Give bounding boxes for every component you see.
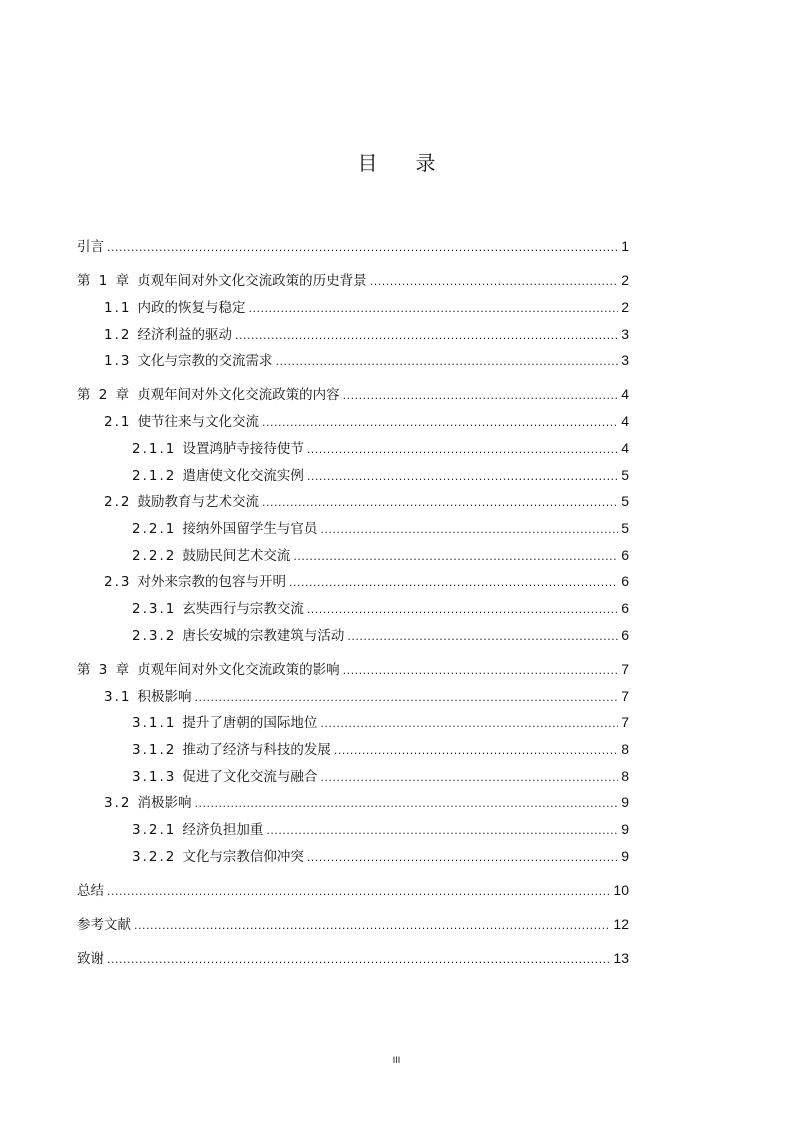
toc-entry-page: 7 [621,714,629,731]
toc-entry-title: 文化与宗教信仰冲突 [182,848,304,865]
dot-leader [235,323,618,350]
toc-entry-page: 2 [621,298,629,315]
toc-entry-number: 3.1.2 [132,741,177,758]
toc-entry-title: 贞观年间对外文化交流政策的内容 [137,387,340,404]
toc-entry-title: 促进了文化交流与融合 [182,768,318,785]
toc-entry-title: 唐长安城的宗教建筑与活动 [182,627,345,644]
toc-entry-title: 贞观年间对外文化交流政策的历史背景 [137,273,367,290]
toc-entry-number: 1.1 [104,299,132,316]
dot-leader [293,544,618,571]
page-number: III [392,1055,401,1065]
toc-entry-title: 对外来宗教的包容与开明 [137,574,286,591]
toc-entry-number: 3.1.3 [132,768,177,785]
toc-entry-title: 经济利益的驱动 [137,326,232,343]
toc-entry-title: 接纳外国留学生与官员 [182,520,318,537]
toc-entry[interactable] [77,233,629,260]
toc-entry-number: 2.3 [104,574,132,591]
toc-entry[interactable] [77,656,629,683]
toc-entry-number: 3.1 [104,688,132,705]
toc-entry-title: 设置鸿胪寺接待使节 [182,440,304,457]
toc-entry[interactable] [77,709,629,736]
toc-entry[interactable] [77,347,629,374]
dot-leader [343,383,619,410]
toc-entry[interactable] [77,945,629,972]
toc-entry-number: 3.2 [104,795,132,812]
toc-entry-page: 6 [621,599,629,616]
toc-entry-title: 参考文献 [77,917,131,933]
dot-leader [320,765,618,792]
toc-entry-number: 第 2 章 [77,387,132,404]
toc-entry-number: 2.1.1 [132,440,177,457]
toc-entry[interactable] [77,488,629,515]
toc-entry[interactable] [77,843,629,870]
toc-entry-page: 4 [621,439,629,456]
toc-entry-page: 2 [621,272,629,289]
toc-entry-number: 第 1 章 [77,273,132,290]
toc-entry-page: 5 [621,466,629,483]
dot-leader [289,570,618,597]
toc-entry-page: 10 [613,881,629,898]
toc-entry[interactable] [77,911,629,938]
dot-leader [307,437,618,464]
toc-entry-title: 鼓励教育与艺术交流 [137,494,259,511]
toc-entry-title: 引言 [77,239,104,255]
dot-leader [307,845,618,872]
toc-entry[interactable] [77,435,629,462]
toc-entry-page: 6 [621,546,629,563]
toc-entry[interactable] [77,595,629,622]
toc-entry-number: 1.3 [104,353,132,370]
toc-entry[interactable] [77,294,629,321]
dot-leader [343,658,619,685]
toc-entry-page: 7 [621,660,629,677]
toc-entry-title: 贞观年间对外文化交流政策的影响 [137,661,340,678]
toc-entry-number: 2.3.2 [132,627,177,644]
toc-entry-number: 第 3 章 [77,661,132,678]
toc-entry[interactable] [77,568,629,595]
toc-entry-page: 8 [621,740,629,757]
toc-entry-title: 积极影响 [137,688,192,705]
toc-entry[interactable] [77,877,629,904]
dot-leader [266,818,618,845]
dot-leader [194,685,618,712]
dot-leader [107,235,618,262]
toc-entry-page: 9 [621,820,629,837]
dot-leader [347,624,618,651]
toc-entry[interactable] [77,408,629,435]
toc-entry-number: 2.2.2 [132,547,177,564]
toc-entry-title: 内政的恢复与稳定 [137,299,246,316]
toc-entry-title: 提升了唐朝的国际地位 [182,715,318,732]
dot-leader [307,597,618,624]
toc-entry-title: 经济负担加重 [182,821,264,838]
toc-entry[interactable] [77,267,629,294]
toc-entry[interactable] [77,683,629,710]
toc-entry-title: 玄奘西行与宗教交流 [182,600,304,617]
toc-entry[interactable] [77,622,629,649]
dot-leader [134,913,610,940]
toc-entry-title: 使节往来与文化交流 [137,414,259,431]
toc-entry-number: 2.1.2 [132,467,177,484]
toc-entry-number: 1.2 [104,326,132,343]
toc-entry-page: 1 [621,238,629,254]
toc-entry-number: 3.2.2 [132,848,177,865]
toc-entry-page: 5 [621,493,629,510]
toc-entry-title: 鼓励民间艺术交流 [182,547,291,564]
toc-entry-page: 6 [621,626,629,643]
dot-leader [248,296,618,323]
toc-entry-title: 遣唐使文化交流实例 [182,467,304,484]
toc-entry-title: 推动了经济与科技的发展 [182,741,331,758]
toc-title: 目录 [357,151,474,175]
toc-entry-page: 4 [621,413,629,430]
dot-leader [334,738,618,765]
toc-entry[interactable] [77,321,629,348]
dot-leader [320,711,618,738]
toc-entry[interactable] [77,462,629,489]
toc-entry-page: 8 [621,767,629,784]
toc-entry-page: 7 [621,687,629,704]
dot-leader [194,791,618,818]
dot-leader [262,490,618,517]
dot-leader [262,410,618,437]
dot-leader [370,269,619,296]
toc-entry-title: 致谢 [77,951,104,968]
toc-entry[interactable] [77,789,629,816]
dot-leader [107,879,610,906]
toc-entry-number: 2.1 [104,414,132,431]
toc-entry-page: 3 [621,325,629,342]
toc-entry[interactable] [77,542,629,569]
toc-entry[interactable] [77,736,629,763]
toc-entry[interactable] [77,763,629,790]
toc-entry[interactable] [77,816,629,843]
toc-entry[interactable] [77,515,629,542]
dot-leader [307,464,618,491]
toc-entry-title: 文化与宗教的交流需求 [137,353,273,370]
toc-entry-page: 3 [621,352,629,369]
toc-entry-page: 9 [621,794,629,811]
toc-entry-page: 4 [621,386,629,403]
toc-entry-number: 3.1.1 [132,715,177,732]
toc-entry-page: 6 [621,573,629,590]
table-of-contents [77,233,629,972]
toc-entry-page: 5 [621,519,629,536]
toc-entry-number: 2.2.1 [132,520,177,537]
toc-entry-title: 消极影响 [137,795,192,812]
toc-entry-number: 3.2.1 [132,821,177,838]
toc-entry-page: 13 [613,950,629,967]
toc-entry-number: 2.3.1 [132,600,177,617]
toc-entry-title: 总结 [77,882,104,899]
toc-entry-number: 2.2 [104,494,132,511]
dot-leader [275,349,618,376]
dot-leader [107,947,610,974]
toc-entry-page: 9 [621,847,629,864]
toc-entry-page: 12 [613,916,629,932]
toc-entry[interactable] [77,381,629,408]
dot-leader [320,517,618,544]
